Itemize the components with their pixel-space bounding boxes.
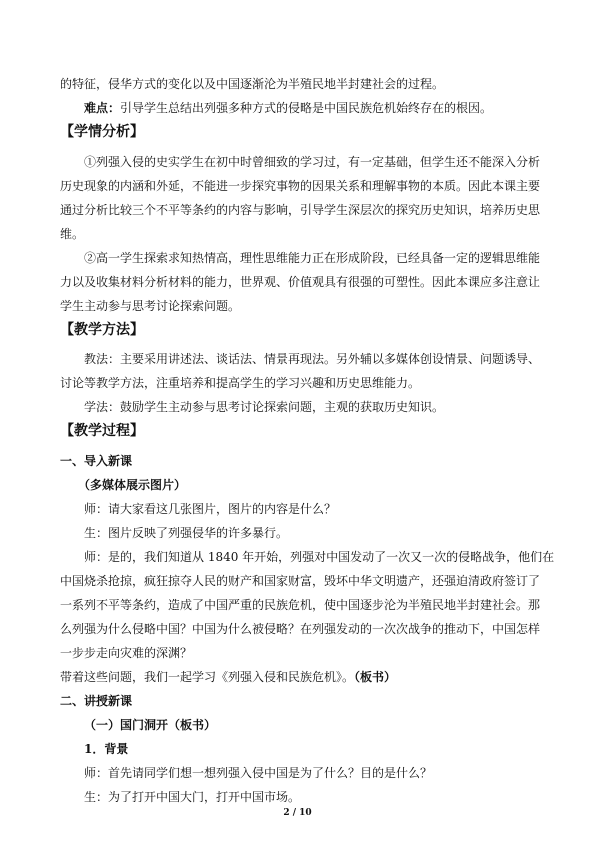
paragraph-line: 么列强为什么侵略中国？中国为什么被侵略？在列强发动的一次次战争的推动下，中国怎样 (60, 622, 541, 636)
section-heading-teaching-process: 【教学过程】 (60, 423, 144, 439)
paragraph-line: 学法：鼓励学生主动参与思考讨论探索问题，主观的获取历史知识。 (84, 400, 445, 414)
student-answer: 生：为了打开中国大门，打开中国市场。 (84, 790, 301, 804)
paragraph-line: 教法：主要采用讲述法、谈话法、情景再现法。另外辅以多媒体创设情景、问题诱导、 (84, 352, 541, 366)
paragraph-line: ②高一学生探索求知热情高，理性思维能力正在形成阶段，已经具备一定的逻辑思维能 (84, 251, 541, 265)
section-heading-student-analysis: 【学情分析】 (60, 124, 144, 140)
difficulty-line (84, 100, 492, 116)
section-heading-teaching-method: 【教学方法】 (60, 322, 144, 338)
student-answer: 生：图片反映了列强侵华的许多暴行。 (84, 526, 289, 540)
media-note: （多媒体展示图片） (78, 478, 187, 492)
paragraph-line: 中国烧杀抢掠，疯狂掠夺人民的财产和国家财富，毁坏中华文明遗产，还强迫清政府签订了 (60, 574, 541, 588)
lead-line (60, 669, 396, 685)
difficulty-label: 难点： (84, 101, 121, 115)
paragraph-line: 学生主动参与思考讨论探索问题。 (60, 299, 241, 313)
paragraph-line: 一系列不平等条约，造成了中国严重的民族危机，使中国逐步沦为半殖民地半封建社会。那 (60, 598, 541, 612)
teacher-question: 师：请大家看这几张图片，图片的内容是什么？ (84, 502, 337, 516)
lead-board-note: （板书） (354, 670, 397, 684)
teacher-question: 师：首先请同学们想一想列强入侵中国是为了什么？目的是什么？ (84, 766, 433, 780)
difficulty-text: 引导学生总结出列强多种方式的侵略是中国民族危机始终存在的根因。 (120, 101, 493, 115)
paragraph-line: 的特征，侵华方式的变化以及中国逐渐沦为半殖民地半封建社会的过程。 (60, 77, 445, 91)
paragraph-line: 通过分析比较三个不平等条约的内容与影响，引导学生深层次的探究历史知识，培养历史思 (60, 203, 541, 217)
paragraph-line: 维。 (60, 227, 85, 241)
page-number: 2 / 10 (283, 808, 312, 818)
paragraph-line: 讨论等教学方法，注重培养和提高学生的学习兴趣和历史思维能力。 (60, 376, 421, 390)
paragraph-line: ①列强入侵的史实学生在初中时曾细致的学习过，有一定基础，但学生还不能深入分析 (84, 155, 541, 169)
paragraph-line: 一步步走向灾难的深渊？ (60, 646, 193, 660)
paragraph-line: 力以及收集材料分析材料的能力，世界观、价值观具有很强的可塑性。因此本课应多注意让 (60, 275, 541, 289)
subsection-heading: 一、导入新课 (60, 454, 133, 468)
paragraph-line: 历史现象的内涵和外延，不能进一步探究事物的因果关系和理解事物的本质。因此本课主要 (60, 179, 541, 193)
subsection-heading: 二、讲授新课 (60, 694, 133, 708)
paragraph-line: 师：是的，我们知道从 1840 年开始，列强对中国发动了一次又一次的侵略战争，他们在 (84, 550, 555, 564)
lead-text: 带着这些问题，我们一起学习《列强入侵和民族危机》。 (60, 670, 355, 684)
point-heading: 1．背景 (84, 742, 129, 756)
topic-heading: （一）国门洞开（板书） (84, 718, 217, 732)
